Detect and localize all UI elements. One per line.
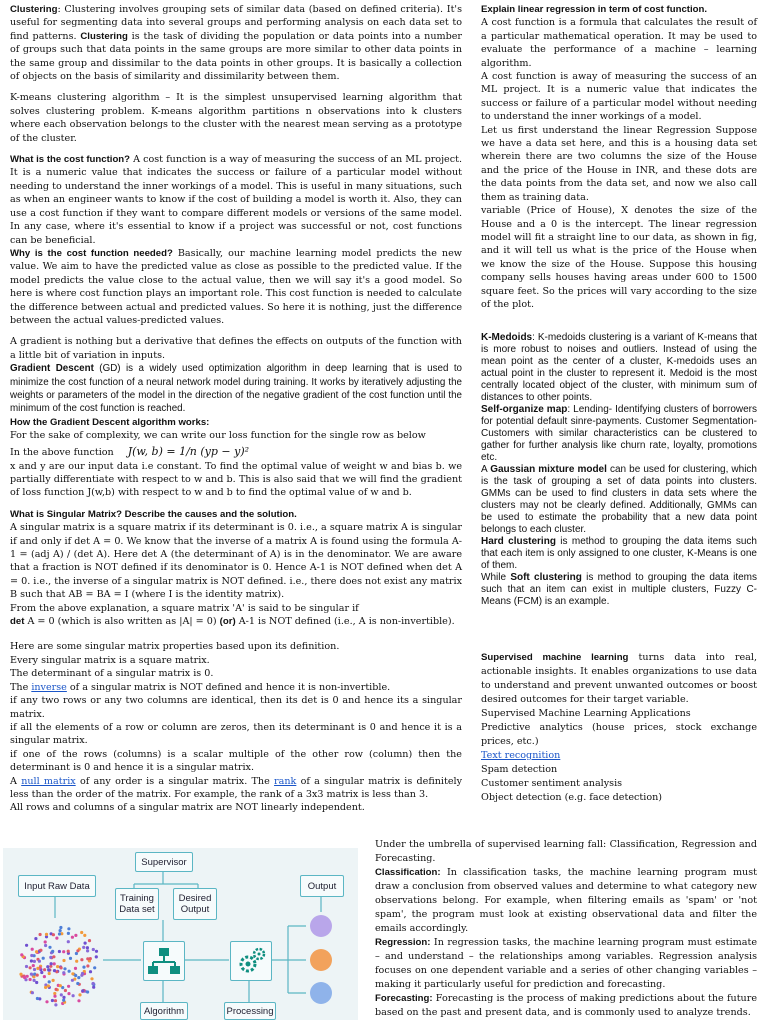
raw-data-point	[44, 986, 47, 989]
raw-data-point	[86, 949, 89, 952]
prop-item: The inverse of a singular matrix is NOT defined and hence it is non-invertible.	[10, 681, 391, 693]
umbrella-paragraph: Under the umbrella of supervised learning fall: Classification, Regression and Forecasting.	[375, 839, 757, 864]
raw-data-point	[76, 982, 79, 985]
raw-data-point	[51, 950, 54, 953]
gradient-paragraph: A gradient is nothing but a derivative that defines the effects on outputs of the function with a little bit of variation in inputs.	[10, 336, 462, 361]
raw-data-point	[38, 960, 41, 963]
raw-data-point	[30, 954, 33, 957]
raw-data-point	[86, 964, 89, 967]
raw-data-point	[36, 997, 39, 1000]
inverse-link[interactable]: inverse	[31, 681, 67, 693]
raw-data-point	[77, 999, 80, 1002]
raw-data-point	[30, 973, 33, 976]
raw-data-point	[33, 968, 36, 971]
cost-formula: J(w, b) = 1/n (yp − y)²	[127, 444, 250, 458]
raw-data-point	[51, 999, 54, 1002]
linreg-p3: Let us first understand the linear Regression Suppose we have a data set here, and this is a housing data set wherein there are two columns the size of the House and the price of the House in INR, and these dots are the data points from the data set, and now we also call them as training data.	[481, 124, 757, 203]
linreg-p2: A cost function is away of measuring the success of an ML project. It is a numeric value that indicates the success or failure of a particular model without needing to understand the inner workings of a model.	[481, 71, 757, 123]
raw-data-point	[81, 972, 84, 975]
raw-data-point	[58, 950, 61, 953]
right-column	[481, 3, 757, 311]
raw-data-point	[86, 946, 89, 949]
raw-data-point	[59, 984, 62, 987]
raw-data-point	[67, 950, 70, 953]
null-matrix-link[interactable]: null matrix	[21, 775, 76, 787]
raw-data-point	[55, 988, 58, 991]
app-item: Spam detection	[481, 764, 558, 775]
text-recognition-link[interactable]: Text recognition	[481, 750, 561, 761]
rank-link[interactable]: rank	[274, 775, 297, 787]
supervised-apps: Supervised Machine Learning Applications	[481, 708, 691, 719]
raw-data-point	[39, 933, 42, 936]
raw-data-point	[82, 966, 85, 969]
prop-item: All rows and columns of a singular matrix are NOT linearly independent.	[10, 802, 365, 814]
why-cost-function-paragraph: Why is the cost function needed? Basically, our machine learning model predicts the new value. We aim to have the predicted value as close as possible to the predicted value. If the model predicts the value close to the actual value, then we will say it's a good model. So here is where cost function plays an important role. This cost function is needed to calculate the difference between actual and predicted values. So here it is nothing, just the difference between the actual values-predicted values.	[10, 247, 462, 326]
gradient-descent-paragraph: Gradient Descent (GD) is a widely used optimization algorithm in deep learning that is used to minimize the cost function of a neural network model during training. It works by iteratively adjusting the weights or parameters of the model in the direction of the negative gradient of the cost function until the minimum of the cost function is reached.	[10, 363, 463, 415]
raw-data-point	[77, 976, 80, 979]
app-item	[481, 749, 757, 763]
raw-data-point	[20, 953, 23, 956]
algorithm-box: Algorithm	[140, 1002, 188, 1020]
kmeans-paragraph: K-means clustering algorithm – It is the simplest unsupervised learning algorithm that solves clustering problem. K-means algorithm partitions n observations into k clusters where each observation belongs to the cluster with the nearest mean serving as a prototype of the cluster.	[10, 92, 462, 144]
linreg-heading: Explain linear regression in term of cost function.	[481, 4, 708, 15]
supervised-learning-diagram	[3, 848, 358, 1020]
raw-data-point	[83, 934, 86, 937]
raw-data-point	[67, 992, 70, 995]
how-gd-text: For the sake of complexity, we can write our loss function for the single row as below	[10, 430, 426, 442]
raw-data-point	[74, 967, 77, 970]
prop-item: Every singular matrix is a square matrix.	[10, 654, 210, 666]
processing-box: Processing	[224, 1002, 276, 1020]
hard-clustering-paragraph: Hard clustering is method to grouping the data items such that each item is only assigned to one cluster, K-Means is one of them.	[481, 536, 757, 571]
supervisor-box: Supervisor	[135, 852, 193, 872]
raw-data-point	[32, 964, 35, 967]
gears-icon	[231, 942, 271, 980]
training-data-box: Training Data set	[115, 888, 159, 920]
raw-data-point	[71, 979, 74, 982]
desired-output-box: Desired Output	[173, 888, 217, 920]
raw-data-point	[25, 965, 28, 968]
raw-data-point	[25, 944, 28, 947]
output-cluster-orange	[310, 949, 332, 971]
prop-item: The determinant of a singular matrix is 0.	[10, 668, 214, 680]
hierarchy-icon	[144, 942, 184, 980]
bottom-text	[375, 838, 757, 1020]
raw-data-point	[33, 979, 36, 982]
raw-data-point	[43, 968, 46, 971]
formula-line: In the above function J(w, b) = 1/n (yp − y)²	[10, 444, 250, 458]
raw-data-scatter	[19, 926, 98, 1007]
raw-data-point	[23, 976, 26, 979]
raw-data-point	[52, 933, 55, 936]
raw-data-point	[53, 969, 56, 972]
raw-data-point	[62, 996, 65, 999]
raw-data-point	[95, 950, 98, 953]
how-gd-heading: How the Gradient Descent algorithm works:	[10, 416, 210, 428]
cost-function-paragraph: What is the cost function? A cost function is a way of measuring the success of an ML project. It is a numeric value that indicates the success or failure of a particular model without needing to understand the inner workings of a model. This is useful in many situations, such as when an engineer wants to know if the cost of building a model is worth it. Also, they can use a cost function if they want to compare different models or versions of the same model. In any case, where it's essential to know if a project was successful or not, cost functions can be beneficial.	[10, 154, 463, 246]
raw-data-point	[48, 980, 51, 983]
raw-data-point	[90, 977, 93, 980]
raw-data-point	[35, 981, 38, 984]
raw-data-point	[62, 950, 65, 953]
raw-data-point	[56, 965, 59, 968]
raw-data-point	[89, 957, 92, 960]
output-clusters	[310, 915, 332, 1004]
raw-data-point	[59, 929, 62, 932]
raw-data-point	[45, 1000, 48, 1003]
raw-data-point	[67, 940, 70, 943]
gd-explanation: x and y are our input data i.e constant. To find the optimal value of weight w and bias b. we partially differentiate with respect to w and b. This is also said that we will find the gradient of loss function J(w,b) with respect to w and b to find the optimal value of w and b.	[10, 460, 462, 499]
props-intro: Here are some singular matrix properties based upon its definition.	[10, 641, 340, 653]
raw-data-point	[76, 949, 79, 952]
raw-data-point	[63, 967, 66, 970]
raw-data-point	[75, 960, 78, 963]
raw-data-point	[88, 939, 91, 942]
raw-data-point	[33, 960, 36, 963]
raw-data-point	[29, 966, 32, 969]
supervised-paragraph: Supervised machine learning turns data into real, actionable insights. It enables organizations to use data to understand and prevent unwanted outcomes or boost desired outcomes for their target variable.	[481, 652, 757, 705]
raw-data-point	[92, 948, 95, 951]
raw-data-point	[60, 966, 63, 969]
output-cluster-purple	[310, 915, 332, 937]
singular-heading: What is Singular Matrix? Describe the causes and the solution.	[10, 508, 297, 520]
raw-data-point	[71, 936, 74, 939]
prop-item: A null matrix of any order is a singular matrix. The rank of a singular matrix is definitely less than the order of the matrix. For example, the rank of a 3x3 matrix is less than 3.	[10, 775, 463, 800]
linreg-p1: A cost function is a formula that calculates the result of a particular mathematical operation. It may be used to evaluate the performance of a machine – learning algorithm.	[481, 17, 757, 69]
raw-data-point	[44, 944, 47, 947]
raw-data-point	[75, 952, 78, 955]
raw-data-point	[36, 967, 39, 970]
raw-data-point	[43, 975, 46, 978]
raw-data-point	[74, 974, 77, 977]
raw-data-point	[55, 937, 58, 940]
raw-data-point	[69, 957, 72, 960]
raw-data-point	[47, 984, 50, 987]
forecasting-paragraph: Forecasting: Forecasting is the process of making predictions about the future based on the past and present data, and is commonly used to analyze trends.	[375, 993, 757, 1018]
linreg-p4: variable (Price of House), X denotes the size of the House and a 0 is the intercept. The linear regression model will fit a straight line to our data, as shown in fig, and it will tell us what is the price of the House when we know the size of the House. Suppose this housing company sells houses having areas under 600 to 1500 square feet. So the prices will vary according to the size of the plot.	[481, 205, 757, 310]
prop-item: if one of the rows (columns) is a scalar multiple of the other row (column) then the determinant is 0 and hence it is a singular matrix.	[10, 748, 462, 774]
left-column	[10, 3, 462, 815]
singular-body: A singular matrix is a square matrix if its determinant is 0. i.e., a square matrix A is singular if and only if det A = 0. We know that the inverse of a matrix A is found using the formula A-1 = (adj A) / (det A). Here det A (the determinant of A) is in the denominator. We are aware that a fraction is NOT defined if its denominator is 0. Hence A-1 is NOT defined when det A = 0. i.e., the inverse of a singular matrix is NOT defined. i.e., there does not exist any matrix B such that AB = BA = I (where I is the identity matrix).	[10, 522, 462, 601]
raw-data-point	[40, 971, 43, 974]
soft-clustering-paragraph: While Soft clustering is method to grouping the data items such that an item can exist in multiple clusters, Fuzzy C-Means (FCM) is an example.	[481, 572, 757, 607]
raw-data-point	[89, 970, 92, 973]
algorithm-icon-box	[143, 941, 185, 981]
raw-data-point	[45, 933, 48, 936]
raw-data-point	[46, 965, 49, 968]
raw-data-point	[42, 957, 45, 960]
raw-data-point	[68, 970, 71, 973]
prop-item: if any two rows or any two columns are identical, then its det is 0 and hence its a singular matrix.	[10, 695, 462, 720]
app-item: Predictive analytics (house prices, stock exchange prices, etc.)	[481, 722, 757, 747]
singular-from: From the above explanation, a square matrix 'A' is said to be singular if	[10, 602, 359, 614]
raw-data-point	[47, 969, 50, 972]
raw-data-point	[62, 959, 65, 962]
raw-data-point	[92, 982, 95, 985]
raw-data-point	[58, 932, 61, 935]
raw-data-point	[78, 993, 81, 996]
raw-data-point	[49, 956, 52, 959]
clusters-section	[481, 332, 757, 608]
raw-data-point	[35, 950, 38, 953]
singular-det-line: det A = 0 (which is also written as |A| = 0) (or) A-1 is NOT defined (i.e., A is non-invertible).	[10, 616, 455, 628]
raw-data-point	[31, 948, 34, 951]
raw-data-point	[86, 990, 89, 993]
raw-data-point	[39, 949, 42, 952]
regression-paragraph: Regression: In regression tasks, the machine learning program must estimate – and understand – the relationships among variables. Regression analysis focuses on one dependent variable and a series of other changing variables – making it particularly useful for prediction and forecasting.	[375, 937, 757, 990]
raw-data-point	[53, 995, 56, 998]
raw-data-point	[50, 962, 53, 965]
processing-icon-box	[230, 941, 272, 981]
raw-data-point	[59, 926, 62, 929]
raw-data-point	[29, 978, 32, 981]
raw-data-point	[34, 937, 37, 940]
raw-data-point	[62, 971, 65, 974]
raw-data-point	[19, 973, 22, 976]
raw-data-point	[54, 1003, 57, 1006]
raw-data-point	[31, 991, 34, 994]
output-cluster-blue	[310, 982, 332, 1004]
raw-data-point	[53, 962, 56, 965]
raw-data-point	[92, 986, 95, 989]
input-raw-data-box: Input Raw Data	[18, 875, 96, 897]
raw-data-point	[82, 946, 85, 949]
raw-data-point	[80, 931, 83, 934]
supervised-section	[481, 651, 757, 805]
raw-data-point	[72, 994, 75, 997]
raw-data-point	[30, 959, 33, 962]
kmedoids-paragraph: K-Medoids: K-medoids clustering is a variant of K-means that is more robust to noises and outliers. Instead of using the mean point as the center of a cluster, K-medoids uses an actual point in the cluster to represent it. Medoid is the most centrally located object of the cluster, with minimum sum of distances to other points.	[481, 332, 757, 403]
raw-data-point	[67, 932, 70, 935]
raw-data-point	[95, 955, 98, 958]
raw-data-point	[62, 999, 65, 1002]
raw-data-point	[48, 972, 51, 975]
prop-item: if all the elements of a row or column are zeros, then its determinant is 0 and hence it is a singular matrix.	[10, 721, 462, 747]
gmm-paragraph: A Gaussian mixture model can be used for clustering, which is the task of grouping a set of data points into clusters. GMMs can be used to find clusters in data sets where the clusters may not be clearly defined. Additionally, GMMs can be used to estimate the probability that a new data point belongs to each cluster.	[481, 464, 757, 535]
raw-data-point	[52, 979, 55, 982]
app-item: Object detection (e.g. face detection)	[481, 792, 663, 803]
raw-data-point	[67, 985, 70, 988]
raw-data-point	[93, 966, 96, 969]
raw-data-point	[84, 942, 87, 945]
raw-data-point	[74, 934, 77, 937]
raw-data-point	[64, 989, 67, 992]
raw-data-point	[36, 974, 39, 977]
diagram-connectors	[3, 848, 358, 1020]
raw-data-point	[80, 958, 83, 961]
raw-data-point	[71, 972, 74, 975]
app-item: Customer sentiment analysis	[481, 778, 623, 789]
raw-data-point	[81, 989, 84, 992]
raw-data-point	[67, 927, 70, 930]
raw-data-point	[44, 940, 47, 943]
som-paragraph: Self-organize map: Lending- Identifying clusters of borrowers for potential default sinre-payments. Customer Segmentation- Customers with similar characteristics can be clustered to gather for further analysis like churn rate, loyalty, promotions etc.	[481, 404, 757, 463]
classification-paragraph: Classification: In classification tasks, the machine learning program must draw a conclusion from observed values and determine to what category new observations belong. For example, when filtering emails as 'spam' or 'not spam', the program must look at existing observational data and filter the emails accordingly.	[375, 867, 757, 934]
clustering-paragraph: Clustering: Clustering involves grouping sets of similar data (based on defined criteria). It's useful for segmenting data into several groups and performing analysis on each data set to find patterns. Clustering is the task of dividing the population or data points into a number of groups such that data points in the same groups are more similar to other data points in the same group and dissimilar to the data points in other groups. It is basically a collection of objects on the basis of similarity and dissimilarity between them.	[10, 4, 462, 83]
raw-data-point	[60, 993, 63, 996]
raw-data-point	[48, 946, 51, 949]
output-box: Output	[300, 875, 344, 897]
raw-data-point	[54, 999, 57, 1002]
